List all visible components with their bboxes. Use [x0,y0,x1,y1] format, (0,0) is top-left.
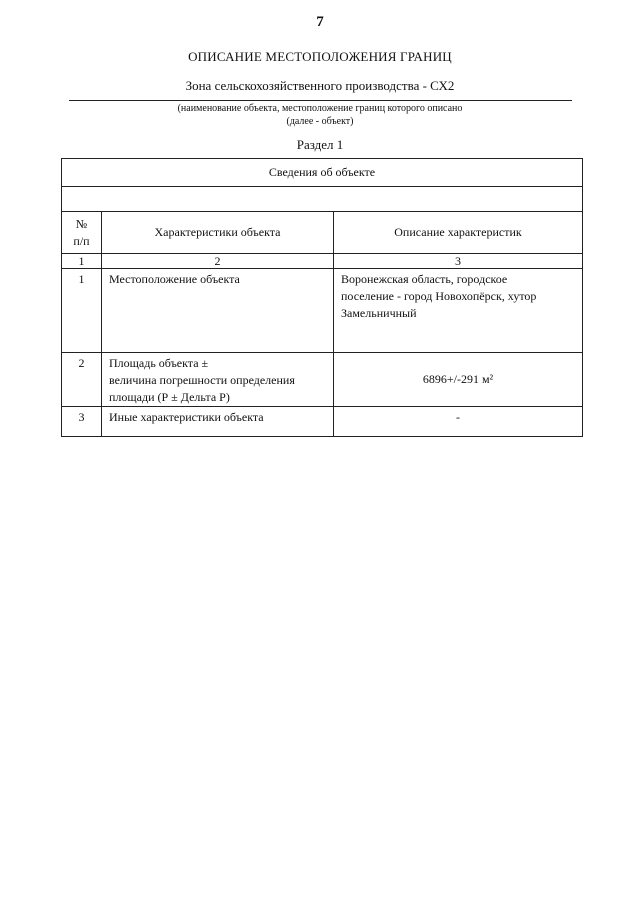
header-characteristics: Характеристики объекта [102,212,334,254]
empty-cell [62,187,583,212]
page-number: 7 [316,14,324,30]
row-description [334,269,583,353]
description-line: - [456,410,460,424]
column-number-2: 2 [102,254,334,269]
table-spacer-row [62,187,583,212]
row-number: 2 [62,353,102,407]
column-number-row [62,254,583,269]
characteristic-line: Иные характеристики объекта [109,410,264,424]
description-line: поселение - город Новохопёрск, хутор [341,289,537,303]
description-line: Замельничный [341,306,417,320]
table-row [62,407,583,437]
characteristic-line: Местоположение объекта [109,272,240,286]
row-number: 3 [62,407,102,437]
description-line: Воронежская область, городское [341,272,508,286]
header-number-line-2: п/п [73,233,90,248]
row-number: 1 [62,269,102,353]
column-number-3: 3 [334,254,583,269]
table-header-row [62,212,583,254]
table-title-row [62,159,583,187]
document-title: ОПИСАНИЕ МЕСТОПОЛОЖЕНИЯ ГРАНИЦ [188,49,452,64]
table-row [62,353,583,407]
row-description [334,353,583,407]
row-description [334,407,583,437]
row-characteristic [102,407,334,437]
table-title: Сведения об объекте [62,159,583,187]
caption-line-1: (наименование объекта, местоположение границ которого описано [177,103,463,114]
characteristic-line: площади (Р ± Дельта Р) [109,390,230,404]
row-characteristic [102,269,334,353]
description-line: 6896+/-291 м² [422,372,494,386]
column-number-1: 1 [62,254,102,269]
header-number [62,212,102,254]
zone-name: Зона сельскохозяйственного производства - СХ2 [185,78,455,93]
object-caption [0,102,640,128]
object-info-table [61,158,583,437]
section-heading: Раздел 1 [296,137,344,152]
underline-divider [69,100,572,101]
header-number-line-1: № [75,216,88,231]
table-row [62,269,583,353]
header-description: Описание характеристик [334,212,583,254]
row-characteristic [102,353,334,407]
caption-line-2: (далее - объект) [286,116,354,127]
characteristic-line: Площадь объекта ± [109,356,209,370]
characteristic-line: величина погрешности определения [109,373,295,387]
